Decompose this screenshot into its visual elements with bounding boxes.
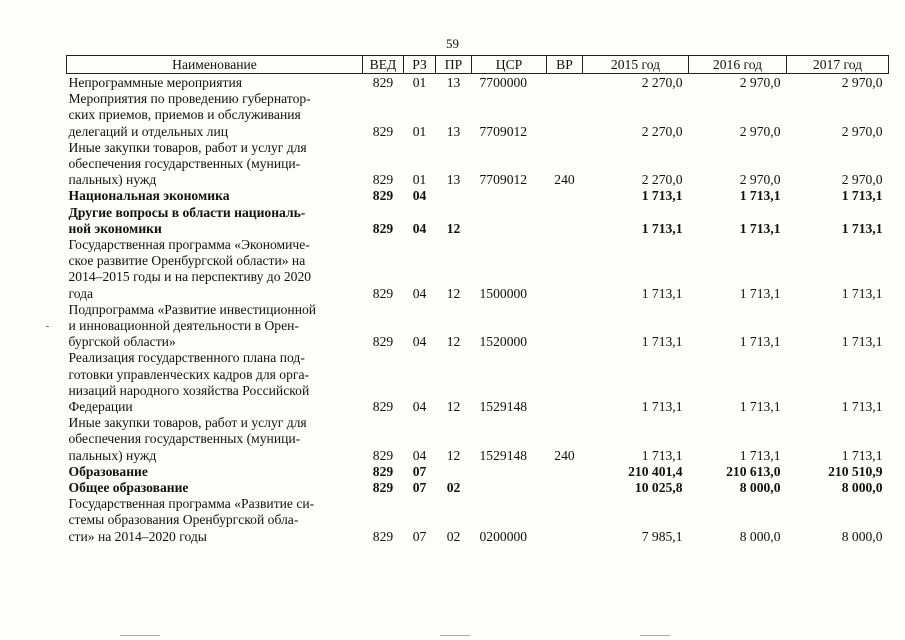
row-csr: 7709012 xyxy=(479,123,528,139)
row-2015: 2 270,0 xyxy=(641,172,683,188)
row-ved: 829 xyxy=(372,399,394,415)
table-row xyxy=(67,140,889,189)
row-2015: 1 713,1 xyxy=(641,334,683,350)
row-rz: 07 xyxy=(412,480,427,496)
table-header-row xyxy=(67,56,889,74)
row-2015: 2 270,0 xyxy=(641,123,683,139)
row-csr: 1520000 xyxy=(479,334,528,350)
table-row xyxy=(67,188,889,204)
row-rz: 04 xyxy=(412,188,427,204)
row-rz: 07 xyxy=(412,528,427,544)
row-2017: 8 000,0 xyxy=(841,528,883,544)
row-2015: 10 025,8 xyxy=(634,480,683,496)
col-header-ved: ВЕД xyxy=(363,56,404,74)
table-row xyxy=(67,237,889,302)
row-rz: 04 xyxy=(412,285,427,301)
row-name: Иные закупки товаров, работ и услуг для обеспечения государственных (муници- пальных) нужд xyxy=(68,415,307,463)
col-header-2016: 2016 год xyxy=(689,56,787,74)
row-csr xyxy=(472,464,547,480)
row-ved: 829 xyxy=(372,188,394,204)
row-vr xyxy=(547,74,583,92)
row-ved: 829 xyxy=(372,463,394,479)
row-vr: 240 xyxy=(554,447,575,463)
row-2017: 2 970,0 xyxy=(841,123,883,139)
row-2017: 2 970,0 xyxy=(841,75,883,90)
row-csr xyxy=(472,205,547,237)
row-2017: 1 713,1 xyxy=(841,399,883,415)
row-2017: 1 713,1 xyxy=(841,188,883,204)
row-ved: 829 xyxy=(372,334,394,350)
row-2016: 1 713,1 xyxy=(739,188,781,204)
row-csr: 7709012 xyxy=(479,172,528,188)
row-ved: 829 xyxy=(372,480,394,496)
row-2015: 2 270,0 xyxy=(641,75,683,90)
row-pr: 02 xyxy=(446,528,461,544)
row-name: Образование xyxy=(68,463,148,479)
row-rz: 01 xyxy=(412,75,427,90)
row-pr: 13 xyxy=(446,75,461,90)
row-name: Мероприятия по проведению губернатор- ских приемов, приемов и обслуживания делегаций и отдельных лиц xyxy=(68,91,311,139)
row-pr: 13 xyxy=(446,172,461,188)
row-2017: 2 970,0 xyxy=(841,172,883,188)
table-body xyxy=(67,74,889,545)
row-csr xyxy=(472,480,547,496)
row-csr: 1529148 xyxy=(479,447,528,463)
row-pr: 12 xyxy=(446,447,461,463)
row-ved: 829 xyxy=(372,75,394,90)
row-name: Национальная экономика xyxy=(68,188,230,204)
row-2016: 210 613,0 xyxy=(726,463,781,479)
page-number: 59 xyxy=(446,36,459,51)
row-2017: 210 510,9 xyxy=(828,463,883,479)
row-vr xyxy=(547,464,583,480)
row-2015: 1 713,1 xyxy=(641,188,683,204)
table-row xyxy=(67,350,889,415)
row-csr: 7700000 xyxy=(479,75,528,90)
row-csr: 1500000 xyxy=(479,285,528,301)
col-header-csr: ЦСР xyxy=(472,56,547,74)
row-name: Государственная программа «Экономиче- ское развитие Оренбургской области» на 2014–2015 годы и на перспективу до 2020 года xyxy=(68,237,312,301)
table-row xyxy=(67,91,889,140)
row-2015: 210 401,4 xyxy=(628,463,683,479)
row-vr xyxy=(547,188,583,204)
row-2017: 1 713,1 xyxy=(841,334,883,350)
col-header-vr: ВР xyxy=(547,56,583,74)
budget-table xyxy=(66,55,889,545)
row-2017: 1 713,1 xyxy=(841,285,883,301)
row-2015: 1 713,1 xyxy=(641,399,683,415)
row-rz: 04 xyxy=(412,220,427,236)
row-name: Общее образование xyxy=(68,480,189,496)
col-header-2017: 2017 год xyxy=(787,56,889,74)
row-pr: 12 xyxy=(446,220,461,236)
row-2017: 8 000,0 xyxy=(841,480,883,496)
row-name: Иные закупки товаров, работ и услуг для обеспечения государственных (муници- пальных) нужд xyxy=(68,139,307,188)
row-2017: 1 713,1 xyxy=(841,447,883,463)
table-row xyxy=(67,74,889,92)
row-2016: 1 713,1 xyxy=(739,399,781,415)
row-name: Подпрограмма «Развитие инвестиционной и инновационной деятельности в Орен- бургской области» xyxy=(68,301,317,350)
row-vr xyxy=(547,237,583,302)
row-pr: 12 xyxy=(446,399,461,415)
row-csr xyxy=(472,188,547,204)
row-2016: 2 970,0 xyxy=(739,123,781,139)
row-pr: 02 xyxy=(446,480,461,496)
col-header-name: Наименование xyxy=(67,56,363,74)
row-rz: 07 xyxy=(412,463,427,479)
row-pr: 12 xyxy=(446,334,461,350)
table-row xyxy=(67,496,889,545)
margin-mark xyxy=(46,326,49,327)
col-header-2015: 2015 год xyxy=(583,56,689,74)
row-ved: 829 xyxy=(372,123,394,139)
row-vr xyxy=(547,480,583,496)
row-ved: 829 xyxy=(372,285,394,301)
row-vr xyxy=(547,350,583,415)
row-rz: 04 xyxy=(412,447,427,463)
row-2016: 1 713,1 xyxy=(739,447,781,463)
bottom-rule xyxy=(440,635,470,636)
row-csr: 1529148 xyxy=(479,399,528,415)
row-pr xyxy=(436,188,472,204)
row-ved: 829 xyxy=(372,528,394,544)
col-header-rz: РЗ xyxy=(404,56,436,74)
table-row xyxy=(67,205,889,237)
table-row xyxy=(67,464,889,480)
row-name: Государственная программа «Развитие си- стемы образования Оренбургской обла- сти» на 2014–2020 годы xyxy=(68,496,315,544)
row-ved: 829 xyxy=(372,172,394,188)
row-ved: 829 xyxy=(372,447,394,463)
row-2015: 1 713,1 xyxy=(641,220,683,236)
row-pr: 13 xyxy=(446,123,461,139)
row-vr xyxy=(547,302,583,351)
table-row xyxy=(67,480,889,496)
table-row xyxy=(67,302,889,351)
row-2016: 8 000,0 xyxy=(739,528,781,544)
row-rz: 01 xyxy=(412,172,427,188)
row-2017: 1 713,1 xyxy=(841,220,883,236)
row-2016: 2 970,0 xyxy=(739,172,781,188)
row-pr: 12 xyxy=(446,285,461,301)
row-2016: 2 970,0 xyxy=(739,75,781,90)
row-vr xyxy=(547,205,583,237)
row-rz: 01 xyxy=(412,123,427,139)
bottom-rule xyxy=(640,635,670,636)
col-header-pr: ПР xyxy=(436,56,472,74)
row-name: Реализация государственного плана под- готовки управленческих кадров для орга- низаций народного хозяйства Российской Федерации xyxy=(68,350,310,415)
row-2016: 1 713,1 xyxy=(739,334,781,350)
row-name: Другие вопросы в области националь- ной экономики xyxy=(68,204,306,236)
row-vr: 240 xyxy=(554,172,575,188)
row-vr xyxy=(547,91,583,140)
row-ved: 829 xyxy=(372,220,394,236)
row-2015: 1 713,1 xyxy=(641,285,683,301)
row-vr xyxy=(547,496,583,545)
bottom-rule xyxy=(120,635,160,636)
row-pr xyxy=(436,464,472,480)
row-rz: 04 xyxy=(412,334,427,350)
row-2016: 8 000,0 xyxy=(739,480,781,496)
row-2015: 1 713,1 xyxy=(641,447,683,463)
row-2016: 1 713,1 xyxy=(739,220,781,236)
table-row xyxy=(67,415,889,464)
row-csr: 0200000 xyxy=(479,528,528,544)
row-2015: 7 985,1 xyxy=(641,528,683,544)
row-2016: 1 713,1 xyxy=(739,285,781,301)
row-name: Непрограммные мероприятия xyxy=(68,75,242,90)
row-rz: 04 xyxy=(412,399,427,415)
